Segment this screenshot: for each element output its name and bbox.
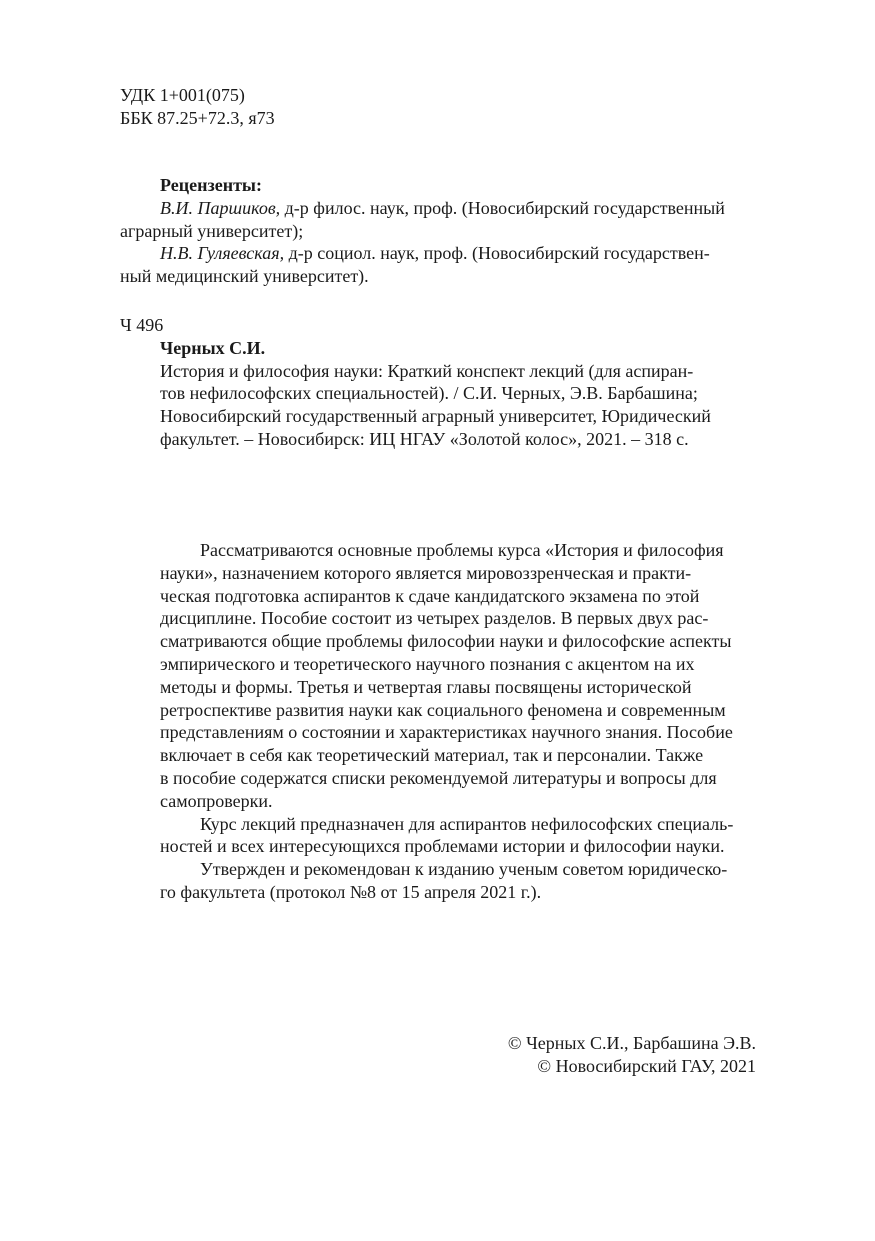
reviewers-heading: Рецензенты: (160, 175, 262, 195)
reviewers-section: Рецензенты: В.И. Паршиков, д-р филос. наук, проф. (Новосибирский государственный аграрный университет); Н.В. Гуляевская, д-р социол. наук, проф. (Новосибирский государствен- ный медицинский университет). (120, 174, 760, 288)
bbk-code: ББК 87.25+72.3, я73 (120, 107, 275, 128)
author: Черных С.И. (160, 337, 266, 358)
udk-code: УДК 1+001(075) (120, 85, 245, 105)
reviewer-2: Н.В. Гуляевская, д-р социол. наук, проф. (Новосибирский государствен- (160, 243, 710, 264)
classification-codes (120, 84, 760, 130)
abstract: Рассматриваются основные проблемы курса «История и философия науки», назначением которого является мировоззренческая и практи- ческая подготовка аспирантов к сдаче кандидатского экзамена по этой дисциплине. Пособие состоит из четырех разделов. В первых двух рас- сматриваются общие проблемы философии науки и философские аспекты эмпирического и теоретического научного познания с акцентом на их методы и формы. Третья и четвертая главы посвящены исторической ретроспективе развития науки как социального феномена и современным представлениям о состоянии и характеристиках научного знания. Пособие включает в себя как теоретический материал, так и персоналии. Также в пособие содержатся списки рекомендуемой литературы и вопросы для самопроверки. Курс лекций предназначен для аспирантов нефилософских специаль- ностей и всех интересующихся проблемами истории и философии науки. Утвержден и рекомендован к изданию ученым советом юридическо- го факультета (протокол №8 от 15 апреля 2021 г.). (160, 540, 734, 902)
bibliographic-record: Ч 496 Черных С.И. История и философия науки: Краткий конспект лекций (для аспиран- тов нефилософских специальностей). / С.И. Черных, Э.В. Барбашина; Новосибирский государственный аграрный университет, Юридический факультет. – Новосибирск: ИЦ НГАУ «Золотой колос», 2021. – 318 с. (120, 314, 760, 451)
copyright: © Черных С.И., Барбашина Э.В. © Новосибирский ГАУ, 2021 (507, 1033, 756, 1076)
reviewer-1: В.И. Паршиков, д-р филос. наук, проф. (Новосибирский государственный (160, 197, 725, 218)
author-code: Ч 496 (120, 315, 164, 335)
